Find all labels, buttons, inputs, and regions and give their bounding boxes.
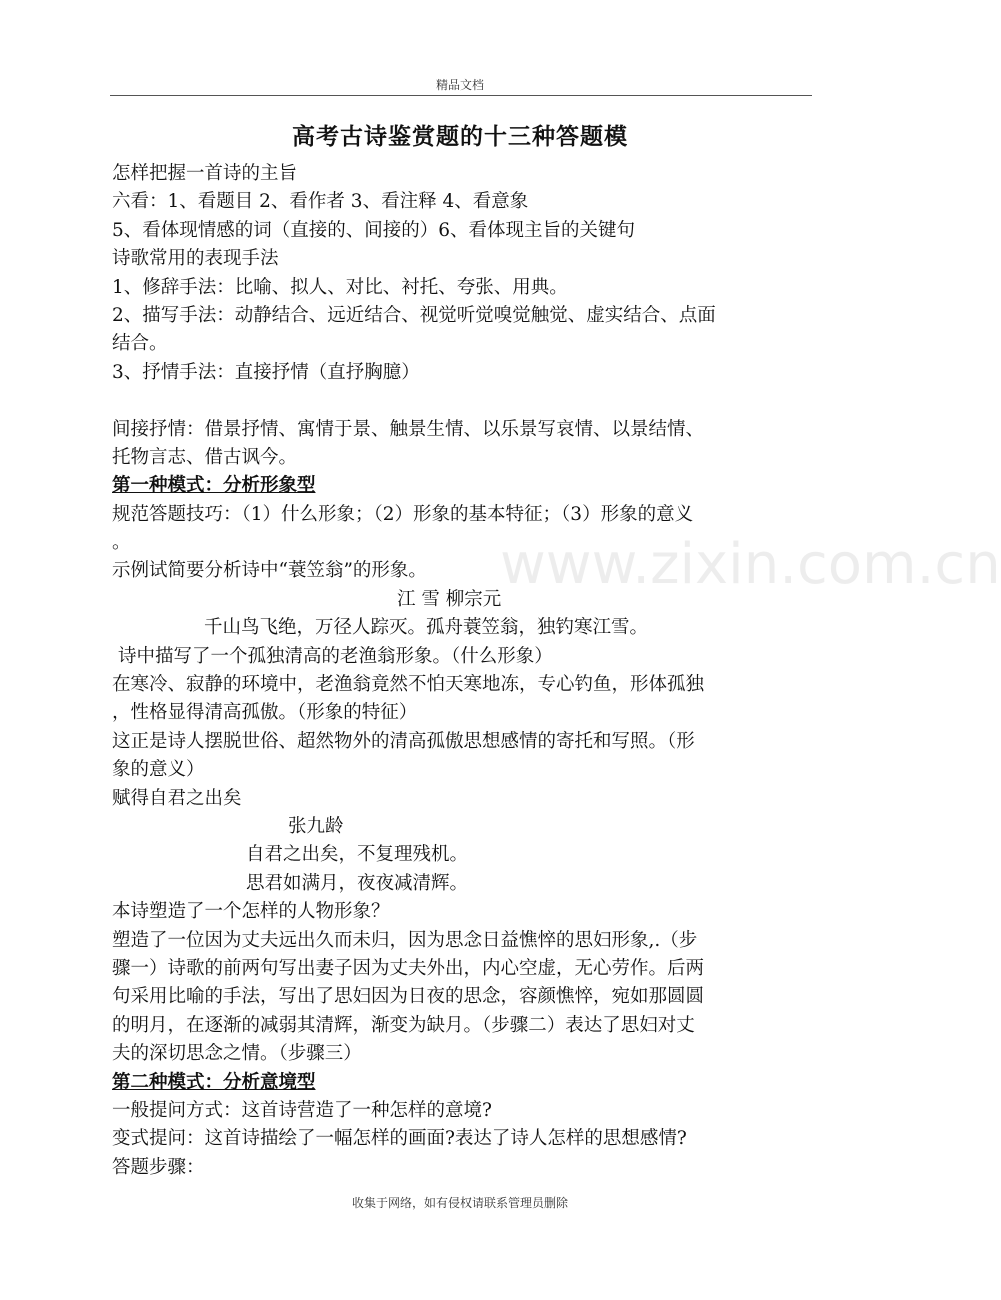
poem-text: 自君之出矣，不复理残机。 (246, 844, 469, 866)
text-line: 的明月，在逐渐的减弱其清辉，渐变为缺月。（步骤二）表达了思妇对丈 (112, 1014, 695, 1036)
text-line: 5、看体现情感的词（直接的、间接的）6、看体现主旨的关键句 (112, 219, 636, 241)
page-header: 精品文档 (435, 78, 484, 92)
mode-heading-1: 第一种模式：分析形象型 (112, 475, 316, 497)
text-line: 这正是诗人摆脱世俗、超然物外的清高孤傲思想感情的寄托和写照。（形 (112, 730, 695, 752)
text-line: 在寒冷、寂静的环境中，老渔翁竟然不怕天寒地冻，专心钓鱼，形体孤独 (112, 674, 705, 696)
text-line: 夫的深切思念之情。（步骤三） (112, 1043, 362, 1065)
text-line: 规范答题技巧：（1）什么形象；（2）形象的基本特征；（3）形象的意义 (112, 503, 694, 525)
section-heading-techniques: 诗歌常用的表现手法 (112, 248, 279, 270)
text-line: 示例试简要分析诗中“蓑笠翁”的形象。 (112, 560, 427, 582)
text-line: 托物言志、借古讽今。 (112, 446, 298, 468)
text-line: 本诗塑造了一个怎样的人物形象？ (112, 901, 390, 923)
text-line: 一般提问方式：这首诗营造了一种怎样的意境? (112, 1099, 492, 1121)
text-line: 变式提问：这首诗描绘了一幅怎样的画面?表达了诗人怎样的思想感情? (112, 1128, 687, 1150)
text-line: 1、修辞手法：比喻、拟人、对比、衬托、夸张、用典。 (112, 276, 568, 298)
text-line: ，性格显得清高孤傲。（形象的特征） (112, 702, 418, 724)
text-line: 六看：1、看题目 2、看作者 3、看注释 4、看意象 (112, 191, 529, 213)
watermark: www.zixin.com.cn (500, 532, 1001, 597)
text-line: 骤一）诗歌的前两句写出妻子因为丈夫外出，内心空虚，无心劳作。后两 (112, 957, 705, 979)
poem-title-jiangxue: 江 雪 柳宗元 (397, 588, 502, 610)
poem-text: 千山鸟飞绝，万径人踪灭。孤舟蓑笠翁，独钓寒江雪。 (204, 617, 649, 639)
text-line: 象的意义） (112, 759, 205, 781)
poem-title-fude: 赋得自君之出矣 (112, 787, 242, 809)
section-heading-main-idea: 怎样把握一首诗的主旨 (112, 163, 298, 184)
poem-text: 思君如满月，夜夜减清辉。 (246, 872, 469, 894)
blank-line (112, 387, 812, 415)
document-title: 高考古诗鉴赏题的十三种答题模 (292, 123, 628, 150)
mode-heading-2: 第二种模式：分析意境型 (112, 1071, 316, 1093)
header-divider (110, 95, 812, 96)
text-line: 塑造了一位因为丈夫远出久而未归，因为思念日益憔悴的思妇形象,.（步 (112, 929, 698, 951)
text-line: 间接抒情：借景抒情、寓情于景、触景生情、以乐景写哀情、以景结情、 (112, 418, 705, 440)
text-line: 答题步骤： (112, 1156, 205, 1178)
text-line: 2、描写手法：动静结合、远近结合、视觉听觉嗅觉触觉、虚实结合、点面 (112, 304, 716, 326)
text-line: 句采用比喻的手法，写出了思妇因为日夜的思念，容颜憔悴，宛如那圆圆 (112, 986, 705, 1008)
document-body (112, 160, 812, 1182)
page-footer: 收集于网络，如有侵权请联系管理员删除 (351, 1196, 568, 1210)
text-line: 结合。 (112, 333, 168, 355)
text-line: 。 (112, 532, 131, 554)
text-line: 诗中描写了一个孤独清高的老渔翁形象。（什么形象） (118, 645, 553, 667)
text-line: 3、抒情手法：直接抒情（直抒胸臆） (112, 361, 420, 383)
poem-author: 张九龄 (288, 815, 344, 837)
